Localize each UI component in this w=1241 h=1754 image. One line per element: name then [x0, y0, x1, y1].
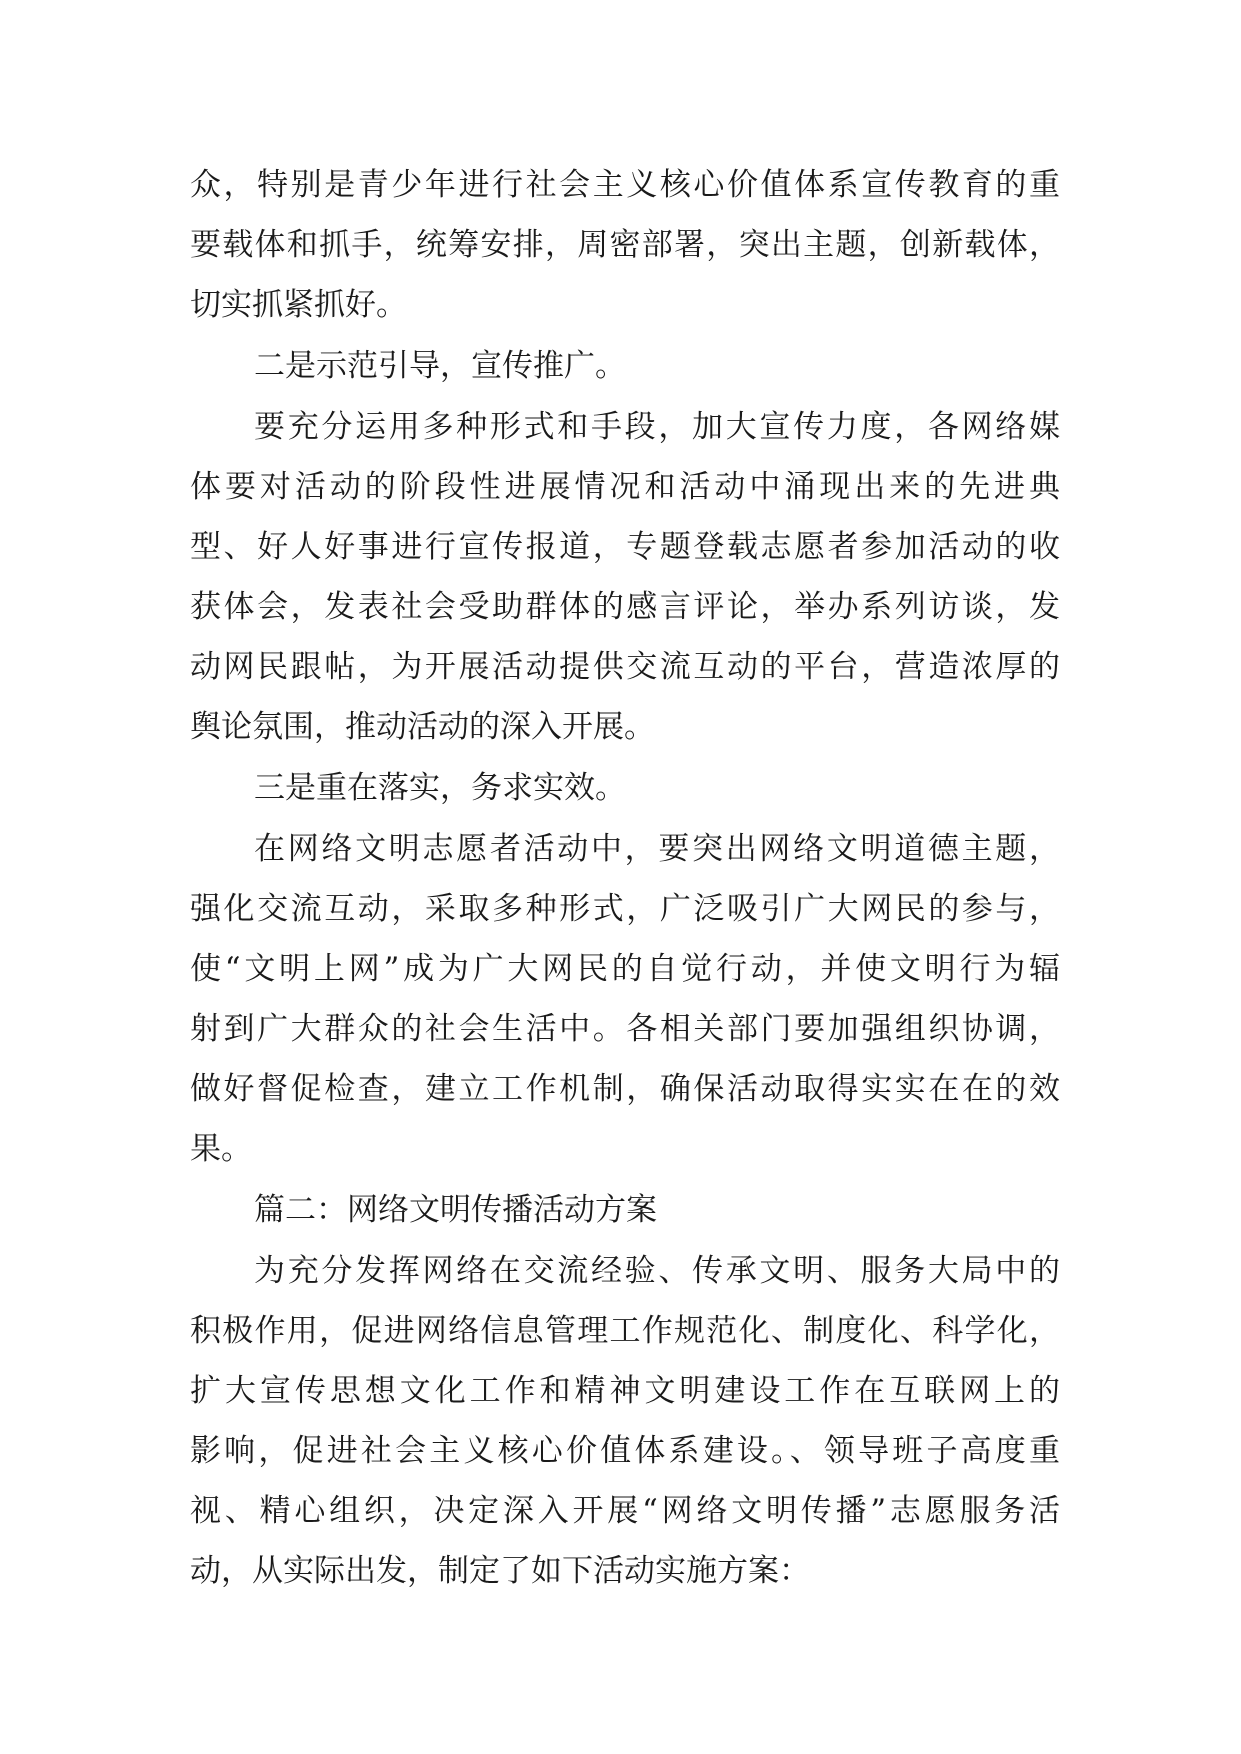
body-text-line: 众，特别是青少年进行社会主义核心价值体系宣传教育的重 — [190, 167, 1060, 203]
section-heading: 三是重在落实，务求实效。 — [254, 770, 626, 806]
body-text-line: 型、好人好事进行宣传报道，专题登载志愿者参加活动的收 — [190, 529, 1060, 565]
body-text-line: 体要对活动的阶段性进展情况和活动中涌现出来的先进典 — [190, 469, 1060, 505]
body-text-line: 获体会，发表社会受助群体的感言评论，举办系列访谈，发 — [190, 589, 1060, 625]
body-text-line: 射到广大群众的社会生活中。各相关部门要加强组织协调， — [190, 1011, 1060, 1047]
body-text-line: 舆论氛围，推动活动的深入开展。 — [190, 709, 655, 745]
body-text-line: 扩大宣传思想文化工作和精神文明建设工作在互联网上的 — [190, 1373, 1060, 1409]
body-text-line: 在网络文明志愿者活动中，要突出网络文明道德主题， — [254, 831, 1060, 867]
body-text-line: 为充分发挥网络在交流经验、传承文明、服务大局中的 — [254, 1253, 1060, 1289]
body-text-line: 动，从实际出发，制定了如下活动实施方案： — [190, 1553, 810, 1589]
body-text-line: 积极作用，促进网络信息管理工作规范化、制度化、科学化， — [190, 1313, 1060, 1349]
body-text-line: 要充分运用多种形式和手段，加大宣传力度，各网络媒 — [254, 409, 1060, 445]
body-text-line: 视、精心组织，决定深入开展“网络文明传播”志愿服务活 — [190, 1493, 1060, 1529]
section-heading: 二是示范引导，宣传推广。 — [254, 348, 626, 384]
body-text-line: 果。 — [190, 1131, 252, 1167]
body-text-line: 要载体和抓手，统筹安排，周密部署，突出主题，创新载体， — [190, 227, 1060, 263]
body-text-line: 切实抓紧抓好。 — [190, 287, 407, 323]
body-text-line: 使“文明上网”成为广大网民的自觉行动，并使文明行为辐 — [190, 951, 1060, 987]
body-text-line: 做好督促检查，建立工作机制，确保活动取得实实在在的效 — [190, 1071, 1060, 1107]
section-heading: 篇二：网络文明传播活动方案 — [254, 1192, 657, 1228]
body-text-line: 动网民跟帖，为开展活动提供交流互动的平台，营造浓厚的 — [190, 649, 1060, 685]
body-text-line: 影响，促进社会主义核心价值体系建设。、领导班子高度重 — [190, 1433, 1060, 1469]
body-text-line: 强化交流互动，采取多种形式，广泛吸引广大网民的参与， — [190, 891, 1060, 927]
